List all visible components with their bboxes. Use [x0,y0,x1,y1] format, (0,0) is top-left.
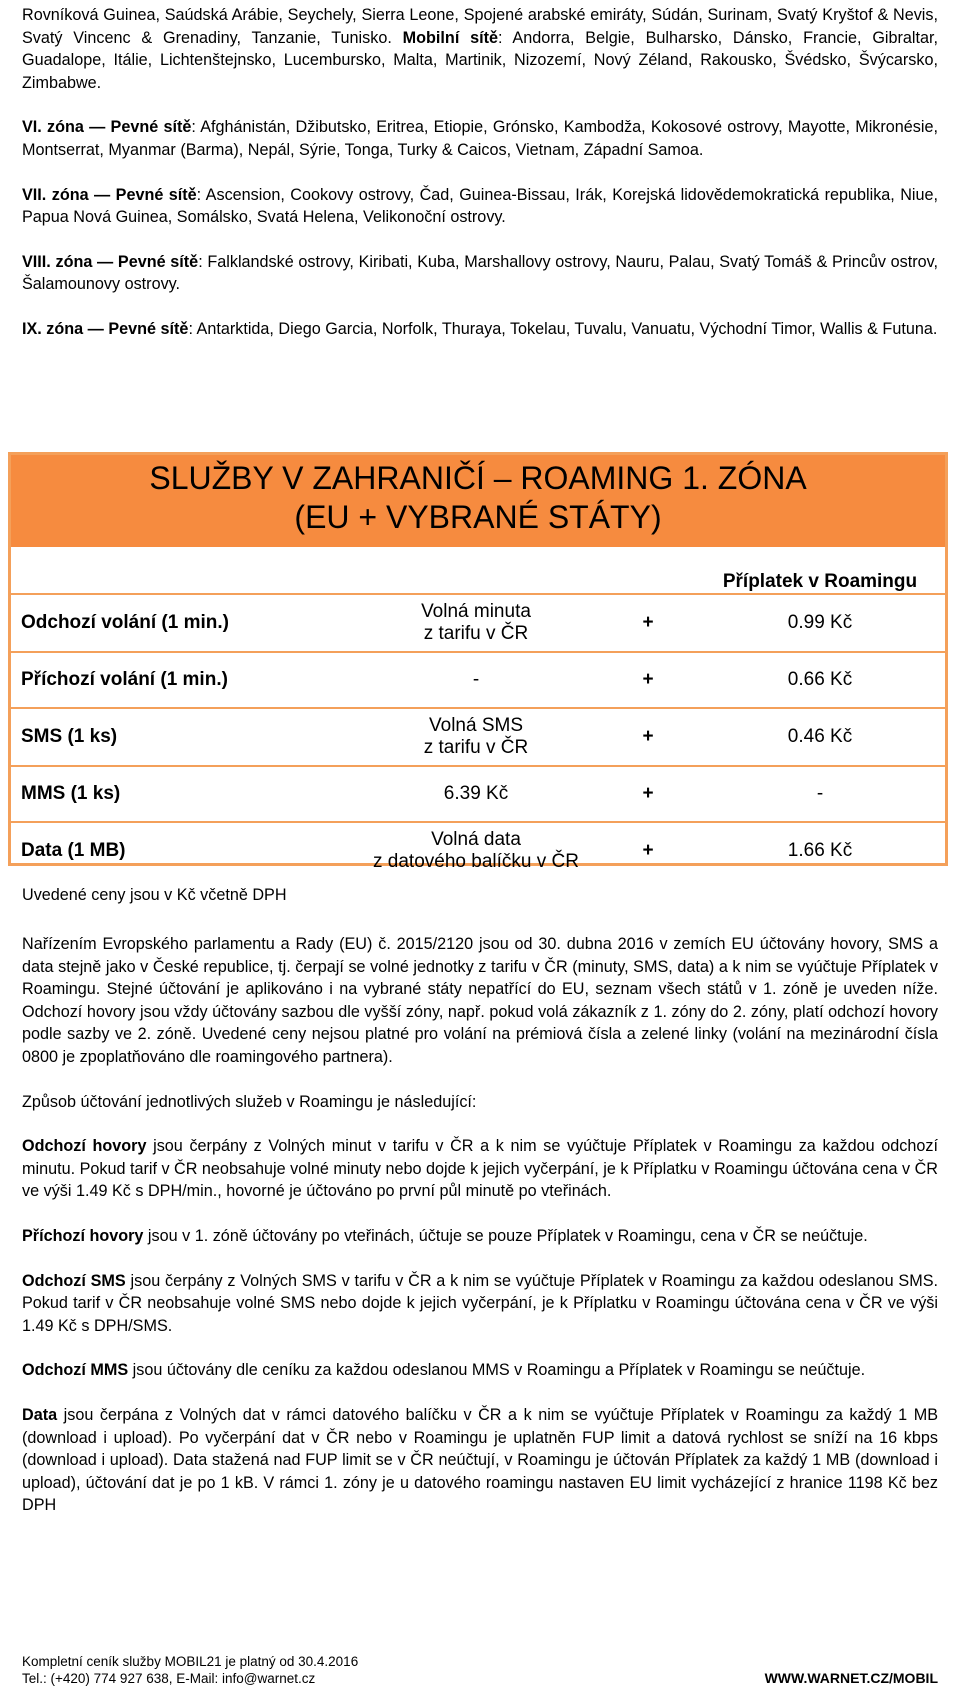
roaming-title-line1: SLUŽBY V ZAHRANIČÍ – ROAMING 1. ZÓNA [149,460,807,496]
footer-validity: Kompletní ceník služby MOBIL21 je platný od 30.4.2016 [22,1654,359,1669]
table-row [11,708,945,766]
surcharge-value: 0.99 Kč [695,594,945,652]
plus-sign: + [601,766,695,822]
outgoing-sms-paragraph: Odchozí SMS jsou čerpány z Volných SMS v tarifu v ČR a k nim se vyúčtuje Příplatek v Roamingu za každou odeslanou SMS. Pokud tarif v ČR neobsahuje volné SMS nebo dojde k jejich vyčerpání, je k Příplatku v Roamingu účtována cena v ČR ve výši 1.49 Kč s DPH/SMS. [22,1271,938,1335]
table-row [11,594,945,652]
method-intro: Způsob účtování jednotlivých služeb v Roamingu je následující: [22,1092,477,1111]
plus-sign: + [601,708,695,766]
zone-number: VI. [22,118,42,137]
outgoing-mms-label: Odchozí MMS [22,1361,129,1380]
roaming-price-box [8,452,948,872]
surcharge-value: 0.66 Kč [695,652,945,708]
footer-website-link[interactable]: WWW.WARNET.CZ/MOBIL [764,1670,938,1686]
service-name: Příchozí volání (1 min.) [11,652,351,708]
surcharge-value: - [695,766,945,822]
zone-label: zóna — Pevné sítě [51,185,197,204]
included-units: Volná SMS z tarifu v ČR [351,708,601,766]
roaming-title-line2: (EU + VYBRANÉ STÁTY) [294,499,662,535]
footer-contact [22,1653,358,1687]
zone-label: zóna — Pevné sítě [47,118,192,137]
table-row [11,652,945,708]
regulation-paragraph: Nařízením Evropského parlamentu a Rady (EU) č. 2015/2120 jsou od 30. dubna 2016 v zemích EU účtovány hovory, SMS a data stejně jako v České republice, tj. čerpají se volné jednotky z tarifu v ČR (minuty, SMS, data) a k nim se vyúčtuje Příplatek v Roamingu. Stejné účtování je aplikováno i na vybrané státy nepatřící do EU, seznam všech států v 1. zóně je uveden níže. Odchozí hovory jsou vždy účtovány sazbou dle vyšší zóny, např. pokud volá zákazník z 1. zóny do 2. zóny, platí odchozí hovory podle sazby ve 2. zóně. Uvedené ceny nejsou platné pro volání na prémiová čísla a zelené linky (volání na mezinárodní čísla 0800 je zpoplatňováno dle roamingového partnera). [22,935,938,1066]
plus-sign: + [601,652,695,708]
service-name: SMS (1 ks) [11,708,351,766]
included-units: - [351,652,601,708]
zone-paragraph-ix [22,318,938,341]
zone-list [22,4,938,341]
outgoing-sms-label: Odchozí SMS [22,1271,126,1290]
included-units: Volná data z datového balíčku v ČR [351,822,601,879]
incoming-calls-paragraph: Příchozí hovory jsou v 1. zóně účtovány po vteřinách, účtuje se pouze Příplatek v Roamingu, cena v ČR se neúčtuje. [22,1226,868,1245]
zone-countries: : Ascension, Cookovy ostrovy, Čad, Guinea-Bissau, Irák, Korejská lidovědemokratická republika, Niue, Papua Nová Guinea, Somálsko, Svatá Helena, Velikonoční ostrovy. [22,185,939,227]
surcharge-value: 0.46 Kč [695,708,945,766]
outgoing-calls-paragraph: Odchozí hovory jsou čerpány z Volných minut v tarifu v ČR a k nim se vyúčtuje Příplatek v Roamingu za každou odchozí minutu. Pokud tarif v ČR neobsahuje volné minuty nebo dojde k jejich vyčerpání, je k Příplatku v Roamingu účtována cena v ČR ve výši 1.49 Kč s DPH/min., hovorné je účtováno po první půl minutě po vteřinách. [22,1137,938,1201]
included-units: Volná minuta z tarifu v ČR [351,594,601,652]
zone-number: VIII. [22,252,51,271]
mobile-networks-text: : Andorra, Belgie, Bulharsko, Dánsko, Francie, Gibraltar, Guadalope, Itálie, Lichtenštejnsko, Lucembursko, Malta, Martinik, Nizozemí, Nový Zéland, Rakousko, Švédsko, Švýcarsko, Zimbabwe. [22,28,939,92]
data-paragraph: Data jsou čerpána z Volných dat v rámci datového balíčku v ČR a k nim se vyúčtuje Příplatek v Roamingu za každý 1 MB (download i upload). Po vyčerpání dat v ČR nebo v Roamingu je uplatněn FUP limit a datová rychlost se sníží na 16 kbps (download i upload). Data stažená nad FUP limit se v ČR neúčtují, v Roamingu je účtován Příplatek za každý 1 MB (download i upload), účtování dat je po 1 kB. V rámci 1. zóny je u datového roamingu nastaven EU limit vycházející z hranice 1198 Kč bez DPH [22,1405,938,1515]
service-name: MMS (1 ks) [11,766,351,822]
zone-paragraph-vii [22,184,938,229]
zone-intro-text: Rovníková Guinea, Saúdská Arábie, Seychely, Sierra Leone, Spojené arabské emiráty, Súdán, Surinam, Svatý Kryštof & Nevis, Svatý Vincenc & Grenadiny, Tanzanie, Tunisko. [22,6,938,47]
roaming-header [11,455,945,547]
mobile-networks-label: Mobilní sítě [402,28,499,47]
outgoing-calls-label: Odchozí hovory [22,1137,147,1156]
plus-sign: + [601,822,695,879]
zone-number: IX. [22,319,42,338]
surcharge-value: 1.66 Kč [695,822,945,879]
zone-intro-paragraph [22,4,938,94]
zone-number: VII. [22,185,47,204]
roaming-price-table [11,547,945,879]
table-row [11,822,945,879]
zone-countries: : Falklandské ostrovy, Kiribati, Kuba, Marshallovy ostrovy, Nauru, Palau, Svatý Tomáš & Princův ostrov, Šalamounovy ostrovy. [22,252,939,294]
service-name: Data (1 MB) [11,822,351,879]
zone-label: zóna — Pevné sítě [55,252,199,271]
zone-paragraph-viii [22,251,938,296]
table-header-row [11,547,945,594]
outgoing-mms-paragraph: Odchozí MMS jsou účtovány dle ceníku za každou odeslanou MMS v Roamingu a Příplatek v Roamingu se neúčtuje. [22,1361,866,1380]
service-name: Odchozí volání (1 min.) [11,594,351,652]
zone-paragraph-vi [22,116,938,161]
billing-description [22,933,938,1517]
zone-countries: : Afghánistán, Džibutsko, Eritrea, Etiopie, Grónsko, Kambodža, Kokosové ostrovy, Mayotte, Mikronésie, Montserrat, Myanmar (Barma), Nepál, Sýrie, Tonga, Turky & Caicos, Vietnam, Západní Samoa. [22,118,938,159]
footer-phone-email: Tel.: (+420) 774 927 638, E-Mail: info@warnet.cz [22,1671,316,1686]
table-row [11,766,945,822]
plus-sign: + [601,594,695,652]
incoming-calls-label: Příchozí hovory [22,1226,144,1245]
surcharge-column-header: Příplatek v Roamingu [722,571,918,592]
included-units: 6.39 Kč [351,766,601,822]
zone-label: zóna — Pevné sítě [46,319,189,338]
zone-countries: : Antarktida, Diego Garcia, Norfolk, Thuraya, Tokelau, Tuvalu, Vanuatu, Východní Timor, Wallis & Futuna. [188,319,938,338]
data-label: Data [22,1405,58,1424]
price-note: Uvedené ceny jsou v Kč včetně DPH [22,886,287,904]
